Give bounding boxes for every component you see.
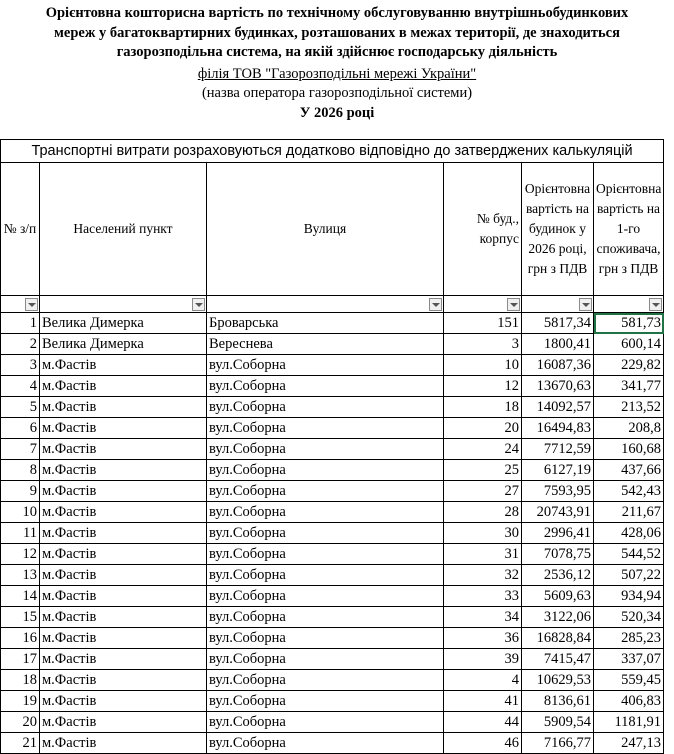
- cell-building[interactable]: 3: [444, 334, 522, 355]
- cell-n[interactable]: 10: [1, 502, 40, 523]
- cell-n[interactable]: 2: [1, 334, 40, 355]
- table-row: [1, 397, 664, 418]
- cell-cost[interactable]: 16087,36: [522, 355, 594, 376]
- cell-n[interactable]: 18: [1, 670, 40, 691]
- cell-settlement[interactable]: м.Фастів: [40, 712, 207, 733]
- cell-settlement[interactable]: м.Фастів: [40, 628, 207, 649]
- cell-building[interactable]: 151: [444, 313, 522, 334]
- cell-cost[interactable]: 5909,54: [522, 712, 594, 733]
- cell-settlement[interactable]: м.Фастів: [40, 418, 207, 439]
- table-row: [1, 460, 664, 481]
- col-header-street[interactable]: Вулиця: [207, 163, 444, 296]
- cell-settlement[interactable]: м.Фастів: [40, 607, 207, 628]
- cell-cost[interactable]: 7415,47: [522, 649, 594, 670]
- table-row: [1, 502, 664, 523]
- cell-n[interactable]: 12: [1, 544, 40, 565]
- cell-street[interactable]: вул.Соборна: [207, 586, 444, 607]
- table-row: [1, 691, 664, 712]
- filter-dropdown-icon[interactable]: [25, 298, 38, 311]
- cell-per[interactable]: 507,22: [594, 565, 664, 586]
- cell-settlement[interactable]: м.Фастів: [40, 670, 207, 691]
- cell-street[interactable]: вул.Соборна: [207, 544, 444, 565]
- cell-per[interactable]: 211,67: [594, 502, 664, 523]
- cell-street[interactable]: вул.Соборна: [207, 418, 444, 439]
- cell-cost[interactable]: 2536,12: [522, 565, 594, 586]
- cell-building[interactable]: 36: [444, 628, 522, 649]
- cell-cost[interactable]: 3122,06: [522, 607, 594, 628]
- table-row: [1, 712, 664, 733]
- cell-settlement[interactable]: м.Фастів: [40, 523, 207, 544]
- cell-per[interactable]: 520,34: [594, 607, 664, 628]
- cell-per[interactable]: 213,52: [594, 397, 664, 418]
- cell-per[interactable]: 428,06: [594, 523, 664, 544]
- cell-street[interactable]: вул.Соборна: [207, 355, 444, 376]
- cell-building[interactable]: 4: [444, 670, 522, 691]
- cell-building[interactable]: 12: [444, 376, 522, 397]
- col-header-settlement[interactable]: Населений пункт: [40, 163, 207, 296]
- cell-street[interactable]: вул.Соборна: [207, 691, 444, 712]
- cell-cost[interactable]: 7712,59: [522, 439, 594, 460]
- cell-building[interactable]: 46: [444, 733, 522, 754]
- table-row: [1, 649, 664, 670]
- cell-per[interactable]: 247,13: [594, 733, 664, 754]
- table-row: [1, 376, 664, 397]
- cell-per[interactable]: 934,94: [594, 586, 664, 607]
- cell-n[interactable]: 4: [1, 376, 40, 397]
- table-row: [1, 481, 664, 502]
- cell-building[interactable]: 10: [444, 355, 522, 376]
- cell-cost[interactable]: 13670,63: [522, 376, 594, 397]
- transport-notice[interactable]: Транспортні витрати розраховуються додатково відповідно до затверджених калькуляцій: [1, 140, 664, 163]
- cell-building[interactable]: 34: [444, 607, 522, 628]
- cell-building[interactable]: 28: [444, 502, 522, 523]
- cell-cost[interactable]: 5817,34: [522, 313, 594, 334]
- cell-n[interactable]: 17: [1, 649, 40, 670]
- col-header-cost-building[interactable]: Орієнтовна вартість на будинок у 2026 році, грн з ПДВ: [522, 163, 594, 296]
- cell-n[interactable]: 6: [1, 418, 40, 439]
- filter-dropdown-icon[interactable]: [579, 298, 592, 311]
- cell-n[interactable]: 8: [1, 460, 40, 481]
- cell-building[interactable]: 33: [444, 586, 522, 607]
- cell-building[interactable]: 25: [444, 460, 522, 481]
- cell-settlement[interactable]: м.Фастів: [40, 481, 207, 502]
- cell-cost[interactable]: 10629,53: [522, 670, 594, 691]
- cell-building[interactable]: 18: [444, 397, 522, 418]
- cell-street[interactable]: Броварська: [207, 313, 444, 334]
- title-line-1: Орієнтовна кошторисна вартість по технічному обслуговуванню внутрішньобудинкових: [45, 5, 629, 21]
- year-label: У 2026 році: [299, 104, 375, 121]
- cell-settlement[interactable]: м.Фастів: [40, 439, 207, 460]
- table-row: [1, 334, 664, 355]
- table-row: [1, 565, 664, 586]
- title-line-3: газорозподільна система, на якій здійснює господарську діяльність: [116, 44, 558, 60]
- cell-n[interactable]: 5: [1, 397, 40, 418]
- col-header-cost-consumer[interactable]: Орієнтовна вартість на 1-го споживача, грн з ПДВ: [594, 163, 664, 296]
- cell-per[interactable]: 581,73: [594, 313, 664, 334]
- cell-settlement[interactable]: Велика Димерка: [40, 313, 207, 334]
- cell-n[interactable]: 19: [1, 691, 40, 712]
- cell-building[interactable]: 24: [444, 439, 522, 460]
- table-row: [1, 418, 664, 439]
- cell-street[interactable]: вул.Соборна: [207, 649, 444, 670]
- cell-n[interactable]: 15: [1, 607, 40, 628]
- cell-n[interactable]: 11: [1, 523, 40, 544]
- branch-name: філія ТОВ "Газорозподільні мережі України": [197, 65, 477, 82]
- filter-dropdown-icon[interactable]: [192, 298, 205, 311]
- cell-street[interactable]: вул.Соборна: [207, 481, 444, 502]
- table-row: [1, 586, 664, 607]
- table-row: [1, 670, 664, 691]
- cell-per[interactable]: 285,23: [594, 628, 664, 649]
- cell-settlement[interactable]: Велика Димерка: [40, 334, 207, 355]
- cell-n[interactable]: 7: [1, 439, 40, 460]
- table-row: [1, 607, 664, 628]
- cell-settlement[interactable]: м.Фастів: [40, 376, 207, 397]
- cell-cost[interactable]: 2996,41: [522, 523, 594, 544]
- cell-street[interactable]: вул.Соборна: [207, 376, 444, 397]
- cell-building[interactable]: 32: [444, 565, 522, 586]
- cell-street[interactable]: вул.Соборна: [207, 712, 444, 733]
- document-header: [0, 0, 674, 122]
- filter-dropdown-icon[interactable]: [429, 298, 442, 311]
- cell-building[interactable]: 31: [444, 544, 522, 565]
- cell-street[interactable]: вул.Соборна: [207, 502, 444, 523]
- table-row: [1, 628, 664, 649]
- transport-notice-row: [1, 140, 664, 163]
- cell-cost[interactable]: 7166,77: [522, 733, 594, 754]
- cell-per[interactable]: 229,82: [594, 355, 664, 376]
- table-row: [1, 523, 664, 544]
- cell-street[interactable]: вул.Соборна: [207, 397, 444, 418]
- cell-street[interactable]: вул.Соборна: [207, 628, 444, 649]
- cell-cost[interactable]: 16828,84: [522, 628, 594, 649]
- cell-settlement[interactable]: м.Фастів: [40, 586, 207, 607]
- cell-building[interactable]: 20: [444, 418, 522, 439]
- cell-n[interactable]: 20: [1, 712, 40, 733]
- table-row: [1, 544, 664, 565]
- col-header-num[interactable]: № з/п: [1, 163, 40, 296]
- cell-n[interactable]: 21: [1, 733, 40, 754]
- cell-n[interactable]: 9: [1, 481, 40, 502]
- filter-dropdown-icon[interactable]: [649, 298, 662, 311]
- cell-per[interactable]: 559,45: [594, 670, 664, 691]
- cell-building[interactable]: 30: [444, 523, 522, 544]
- cell-cost[interactable]: 14092,57: [522, 397, 594, 418]
- cell-street[interactable]: вул.Соборна: [207, 565, 444, 586]
- cell-cost[interactable]: 1800,41: [522, 334, 594, 355]
- cell-settlement[interactable]: м.Фастів: [40, 502, 207, 523]
- cell-cost[interactable]: 20743,91: [522, 502, 594, 523]
- cell-settlement[interactable]: м.Фастів: [40, 397, 207, 418]
- cell-cost[interactable]: 7593,95: [522, 481, 594, 502]
- cell-settlement[interactable]: м.Фастів: [40, 649, 207, 670]
- cell-per[interactable]: 544,52: [594, 544, 664, 565]
- cell-n[interactable]: 14: [1, 586, 40, 607]
- cell-cost[interactable]: 8136,61: [522, 691, 594, 712]
- table-row: [1, 439, 664, 460]
- cell-street[interactable]: вул.Соборна: [207, 670, 444, 691]
- cell-n[interactable]: 16: [1, 628, 40, 649]
- cell-per[interactable]: 160,68: [594, 439, 664, 460]
- cost-table: [0, 139, 664, 754]
- cell-settlement[interactable]: м.Фастів: [40, 565, 207, 586]
- cell-building[interactable]: 41: [444, 691, 522, 712]
- cell-per[interactable]: 406,83: [594, 691, 664, 712]
- filter-row: [1, 296, 664, 313]
- cell-settlement[interactable]: м.Фастів: [40, 544, 207, 565]
- cell-cost[interactable]: 16494,83: [522, 418, 594, 439]
- cell-street[interactable]: вул.Соборна: [207, 523, 444, 544]
- document-title: [0, 4, 674, 63]
- cell-cost[interactable]: 7078,75: [522, 544, 594, 565]
- cell-building[interactable]: 44: [444, 712, 522, 733]
- cell-settlement[interactable]: м.Фастів: [40, 733, 207, 754]
- cell-building[interactable]: 39: [444, 649, 522, 670]
- cell-settlement[interactable]: м.Фастів: [40, 355, 207, 376]
- column-header-row: [1, 163, 664, 296]
- cell-per[interactable]: 341,77: [594, 376, 664, 397]
- cell-cost[interactable]: 6127,19: [522, 460, 594, 481]
- filter-dropdown-icon[interactable]: [507, 298, 520, 311]
- cell-n[interactable]: 13: [1, 565, 40, 586]
- cell-street[interactable]: Вереснева: [207, 334, 444, 355]
- table-row: [1, 313, 664, 334]
- cell-n[interactable]: 3: [1, 355, 40, 376]
- operator-note: (назва оператора газорозподільної системи): [201, 84, 473, 101]
- cell-cost[interactable]: 5609,63: [522, 586, 594, 607]
- cell-street[interactable]: вул.Соборна: [207, 460, 444, 481]
- cell-per[interactable]: 337,07: [594, 649, 664, 670]
- cell-per[interactable]: 1181,91: [594, 712, 664, 733]
- cell-settlement[interactable]: м.Фастів: [40, 691, 207, 712]
- cell-n[interactable]: 1: [1, 313, 40, 334]
- cell-building[interactable]: 27: [444, 481, 522, 502]
- table-row: [1, 733, 664, 754]
- title-line-2: мереж у багатоквартирних будинках, розташованих в межах території, де знаходиться: [54, 24, 620, 41]
- cell-street[interactable]: вул.Соборна: [207, 439, 444, 460]
- cell-per[interactable]: 437,66: [594, 460, 664, 481]
- col-header-building[interactable]: № буд., корпус: [444, 163, 522, 296]
- table-body: [1, 313, 664, 754]
- cell-per[interactable]: 208,8: [594, 418, 664, 439]
- cell-per[interactable]: 542,43: [594, 481, 664, 502]
- cell-per[interactable]: 600,14: [594, 334, 664, 355]
- table-row: [1, 355, 664, 376]
- cell-street[interactable]: вул.Соборна: [207, 733, 444, 754]
- cell-settlement[interactable]: м.Фастів: [40, 460, 207, 481]
- cell-street[interactable]: вул.Соборна: [207, 607, 444, 628]
